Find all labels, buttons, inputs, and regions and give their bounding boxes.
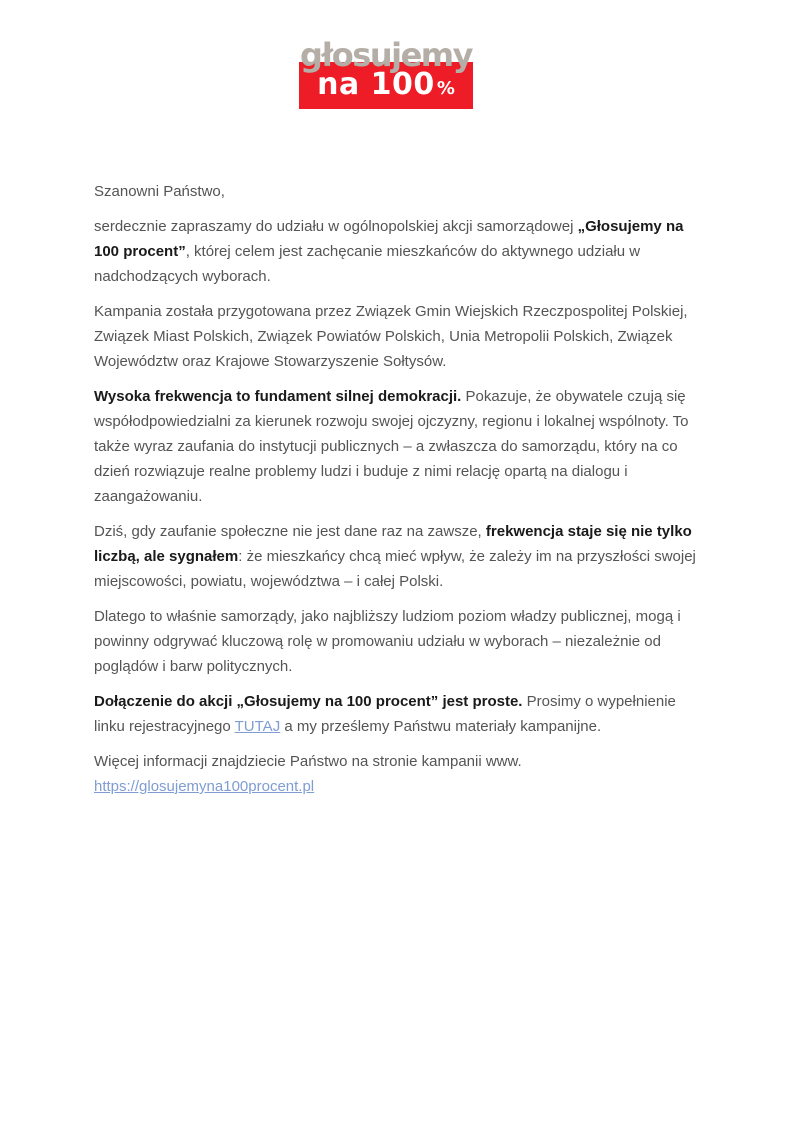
- bold-text-run: frekwencja staje się nie tylko liczbą, ale sygnałem: [94, 523, 692, 565]
- hyperlink[interactable]: https://glosujemyna100procent.pl: [94, 778, 315, 795]
- paragraph: [94, 689, 706, 739]
- text-run: Pokazuje, że obywatele czują się współodpowiedzialni za kierunek rozwoju swojej ojczyzny, regionu i lokalnej wspólnoty. To także wyraz zaufania do instytucji publicznych – a zwłaszcza do samorządu, który na co dzień rozwiązuje realne problemy ludzi i buduje z nimi relację opartą na dialogu i zaangażowaniu.: [94, 388, 689, 505]
- paragraph: [94, 749, 706, 799]
- letter-body: [94, 179, 706, 799]
- campaign-logo: [299, 38, 473, 109]
- paragraph: [94, 384, 706, 509]
- paragraph: [94, 604, 706, 679]
- logo-na-100-text: na 100: [317, 67, 435, 102]
- text-run: Kampania została przygotowana przez Związek Gmin Wiejskich Rzeczpospolitej Polskiej, Związek Miast Polskich, Związek Powiatów Polskich, Unia Metropolii Polskich, Związek Województw oraz Krajowe Stowarzyszenie Sołtysów.: [94, 303, 688, 370]
- text-run: Prosimy o wypełnienie linku rejestracyjnego: [94, 693, 676, 735]
- paragraph: [94, 214, 706, 289]
- text-run: serdecznie zapraszamy do udziału w ogólnopolskiej akcji samorządowej: [94, 218, 578, 235]
- percent-sign-icon: %: [436, 78, 455, 99]
- text-run: Więcej informacji znajdziecie Państwo na stronie kampanii www.: [94, 753, 522, 770]
- bold-text-run: Wysoka frekwencja to fundament silnej demokracji.: [94, 388, 462, 405]
- paragraph: [94, 299, 706, 374]
- paragraph: [94, 179, 706, 204]
- logo-wordmark-glosujemy: głosujemy: [300, 36, 472, 74]
- bold-text-run: Dołączenie do akcji „Głosujemy na 100 procent” jest proste.: [94, 693, 523, 710]
- text-run: , której celem jest zachęcanie mieszkańców do aktywnego udziału w nadchodzących wyborach.: [94, 243, 641, 285]
- text-run: Dziś, gdy zaufanie społeczne nie jest dane raz na zawsze,: [94, 523, 486, 540]
- text-run: a my prześlemy Państwu materiały kampanijne.: [280, 718, 602, 735]
- hyperlink[interactable]: TUTAJ: [234, 718, 281, 735]
- text-run: Szanowni Państwo,: [94, 183, 225, 200]
- text-run: Dlatego to właśnie samorządy, jako najbliższy ludziom poziom władzy publicznej, mogą i powinny odgrywać kluczową rolę w promowaniu udziału w wyborach – niezależnie od poglądów i barw politycznych.: [94, 608, 681, 675]
- paragraph: [94, 519, 706, 594]
- text-run: : że mieszkańcy chcą mieć wpływ, że zależy im na przyszłości swojej miejscowości, powiatu, województwa – i całej Polski.: [94, 548, 696, 590]
- bold-text-run: „Głosujemy na 100 procent”: [94, 218, 684, 260]
